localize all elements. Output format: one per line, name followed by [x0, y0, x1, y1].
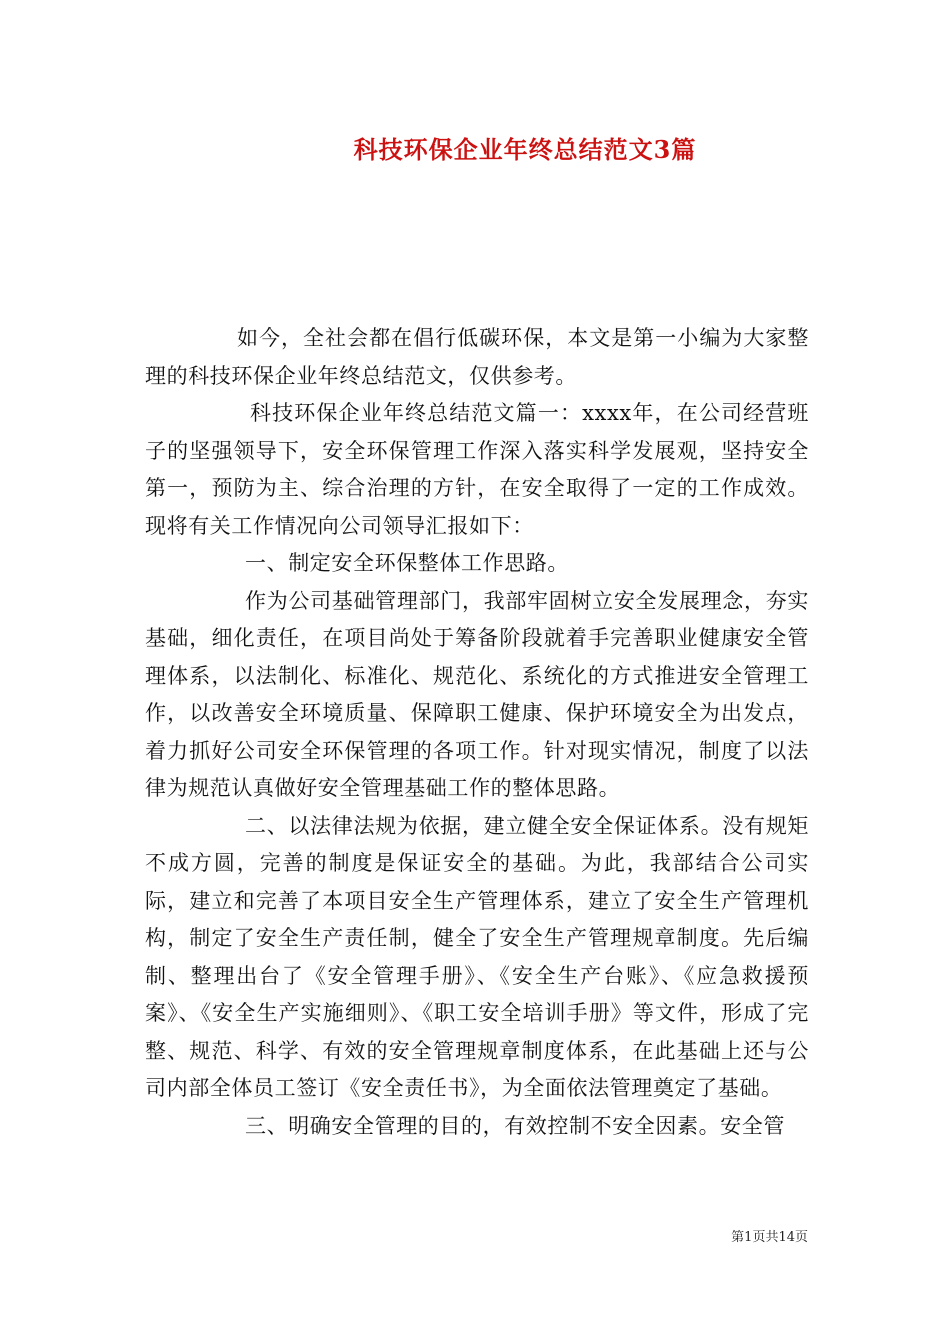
paragraph-article-one: 科技环保企业年终总结范文篇一：xxxx年，在公司经营班子的坚强领导下，安全环保管理工作深入落实科学发展观，坚持安全第一，预防为主、综合治理的方针，在安全取得了一定的工作成效。现将有关工作情况向公司领导汇报如下：: [145, 401, 809, 538]
document-title: 科技环保企业年终总结范文3篇: [353, 135, 697, 164]
section-heading-one: 一、制定安全环保整体工作思路。: [245, 551, 569, 575]
paragraph-section-three: 三、明确安全管理的目的，有效控制不安全因素。安全管: [245, 1113, 785, 1138]
paragraph-section-one: 作为公司基础管理部门，我部牢固树立安全发展理念，夯实基础，细化责任，在项目尚处于筹备阶段就着手完善职业健康安全管理体系，以法制化、标准化、规范化、系统化的方式推进安全管理工作，以改善安全环境质量、保障职工健康、保护环境安全为出发点，着力抓好公司安全环保管理的各项工作。针对现实情况，制度了以法律为规范认真做好安全管理基础工作的整体思路。: [145, 588, 809, 800]
paragraph-section-two: 二、以法律法规为依据，建立健全安全保证体系。没有规矩不成方圆，完善的制度是保证安全的基础。为此，我部结合公司实际，建立和完善了本项目安全生产管理体系，建立了安全生产管理机构，制定了安全生产责任制，健全了安全生产管理规章制度。先后编制、整理出台了《安全管理手册》、《安全生产台账》、《应急救援预案》、《安全生产实施细则》、《职工安全培训手册》等文件，形成了完整、规范、科学、有效的安全管理规章制度体系，在此基础上还与公司内部全体员工签订《安全责任书》，为全面依法管理奠定了基础。: [145, 813, 809, 1100]
document-body: [145, 320, 809, 1145]
page-number-footer: 第1页共14页: [731, 1230, 808, 1245]
paragraph-intro: 如今，全社会都在倡行低碳环保，本文是第一小编为大家整理的科技环保企业年终总结范文，仅供参考。: [145, 326, 809, 388]
